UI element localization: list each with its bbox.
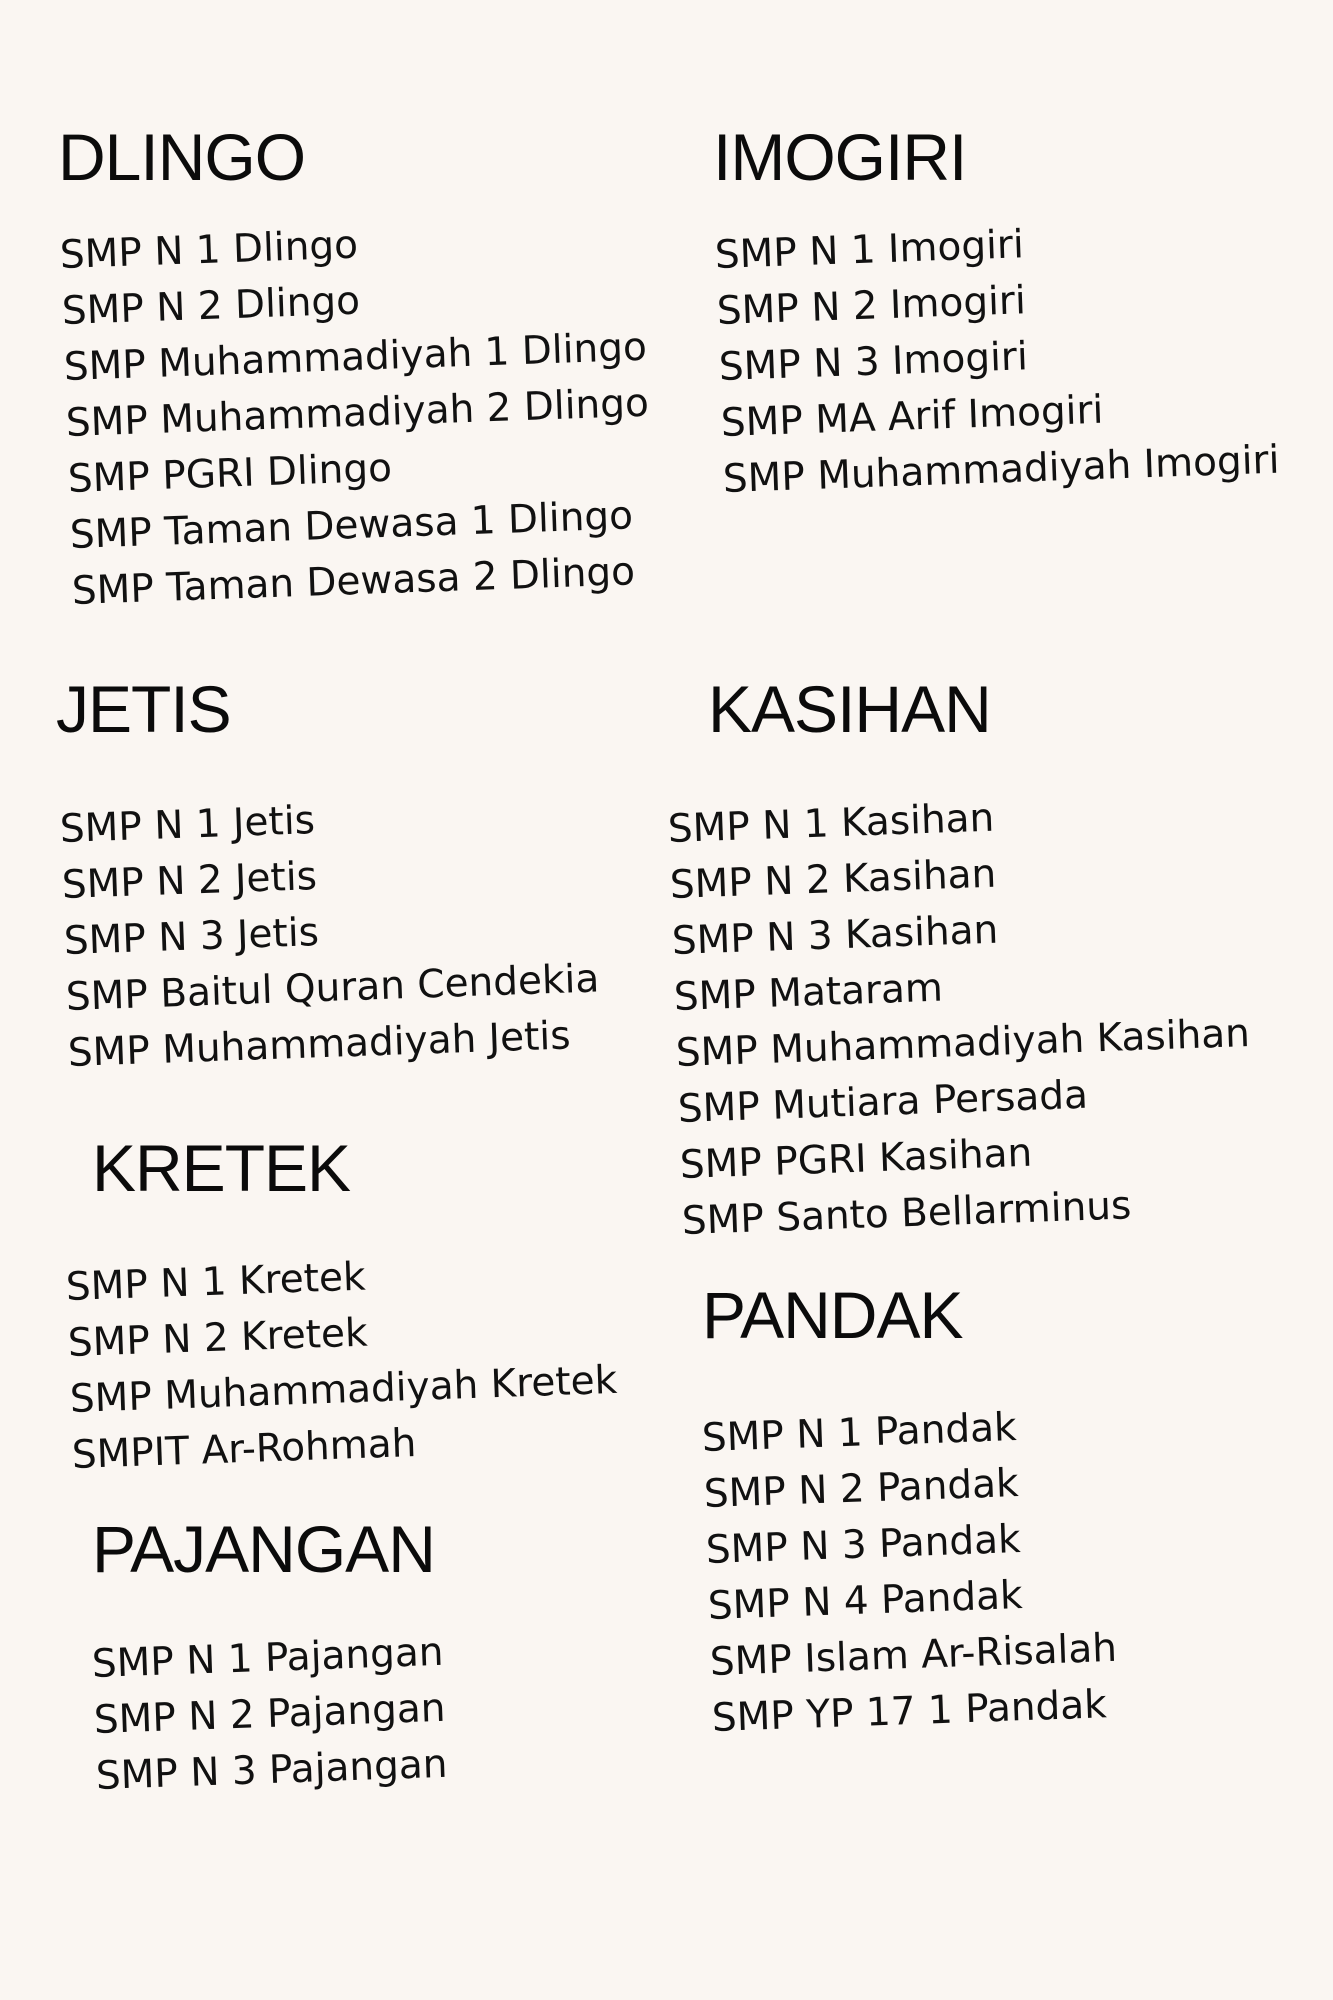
- school-item: SMP N 4 Pandak: [707, 1573, 1024, 1629]
- section-jetis: [56, 672, 600, 1076]
- school-item: SMP Muhammadiyah 2 Dlingo: [65, 380, 650, 446]
- section-pandak: [701, 1278, 1118, 1741]
- school-item: SMP Baitul Quran Cendekia: [65, 956, 600, 1020]
- section-heading-imogiri: IMOGIRI: [713, 120, 967, 194]
- school-item: SMP Taman Dewasa 2 Dlingo: [71, 549, 636, 614]
- school-item: SMP Mutiara Persada: [677, 1072, 1089, 1132]
- school-item: SMP N 2 Pandak: [703, 1461, 1020, 1517]
- school-item: SMP PGRI Kasihan: [679, 1130, 1033, 1188]
- school-item: SMP Islam Ar-Risalah: [709, 1625, 1118, 1685]
- school-item: SMP Muhammadiyah Jetis: [67, 1013, 572, 1076]
- section-pajangan: [91, 1512, 449, 1799]
- school-item: SMP N 2 Dlingo: [61, 278, 361, 334]
- section-heading-pandak: PANDAK: [702, 1278, 963, 1352]
- section-heading-kretek: KRETEK: [92, 1131, 351, 1205]
- section-heading-pajangan: PAJANGAN: [92, 1512, 435, 1586]
- school-item: SMP N 3 Jetis: [63, 910, 320, 964]
- school-item: SMP Taman Dewasa 1 Dlingo: [69, 493, 634, 558]
- school-item: SMP PGRI Dlingo: [67, 445, 393, 502]
- school-item: SMP Muhammadiyah 1 Dlingo: [63, 324, 648, 390]
- school-item: SMP N 1 Dlingo: [59, 222, 359, 278]
- school-item: SMP Muhammadiyah Imogiri: [722, 437, 1281, 502]
- school-item: SMP N 1 Imogiri: [714, 222, 1025, 278]
- school-item: SMPIT Ar-Rohmah: [71, 1420, 418, 1478]
- school-item: SMP N 2 Imogiri: [716, 278, 1027, 334]
- school-item: SMP N 3 Kasihan: [671, 907, 999, 964]
- section-kretek: [65, 1131, 618, 1478]
- school-item: SMP N 2 Kretek: [67, 1310, 369, 1366]
- section-heading-kasihan: KASIHAN: [708, 672, 991, 746]
- section-kasihan: [667, 672, 1251, 1244]
- section-heading-jetis: JETIS: [56, 672, 231, 746]
- school-item: SMP N 2 Jetis: [61, 854, 318, 908]
- school-item: SMP MA Arif Imogiri: [720, 387, 1105, 446]
- school-item: SMP Muhammadiyah Kretek: [69, 1357, 618, 1422]
- school-item: SMP N 1 Pandak: [701, 1405, 1018, 1461]
- school-item: SMP N 2 Pajangan: [93, 1685, 447, 1743]
- school-item: SMP N 1 Jetis: [59, 798, 316, 852]
- school-item: SMP N 2 Kasihan: [669, 851, 997, 908]
- section-heading-dlingo: DLINGO: [58, 120, 306, 194]
- section-imogiri: [713, 120, 1281, 502]
- school-item: SMP N 1 Kasihan: [667, 795, 995, 852]
- school-item: SMP Mataram: [673, 965, 944, 1020]
- school-item: SMP N 1 Pajangan: [91, 1629, 445, 1687]
- school-item: SMP Santo Bellarminus: [681, 1183, 1133, 1244]
- school-item: SMP YP 17 1 Pandak: [711, 1682, 1108, 1741]
- school-item: SMP N 3 Pandak: [705, 1517, 1022, 1573]
- school-item: SMP N 3 Imogiri: [718, 334, 1029, 390]
- school-item: SMP N 1 Kretek: [65, 1254, 367, 1310]
- school-item: SMP Muhammadiyah Kasihan: [675, 1010, 1251, 1076]
- section-dlingo: [58, 120, 650, 614]
- school-item: SMP N 3 Pajangan: [95, 1741, 449, 1799]
